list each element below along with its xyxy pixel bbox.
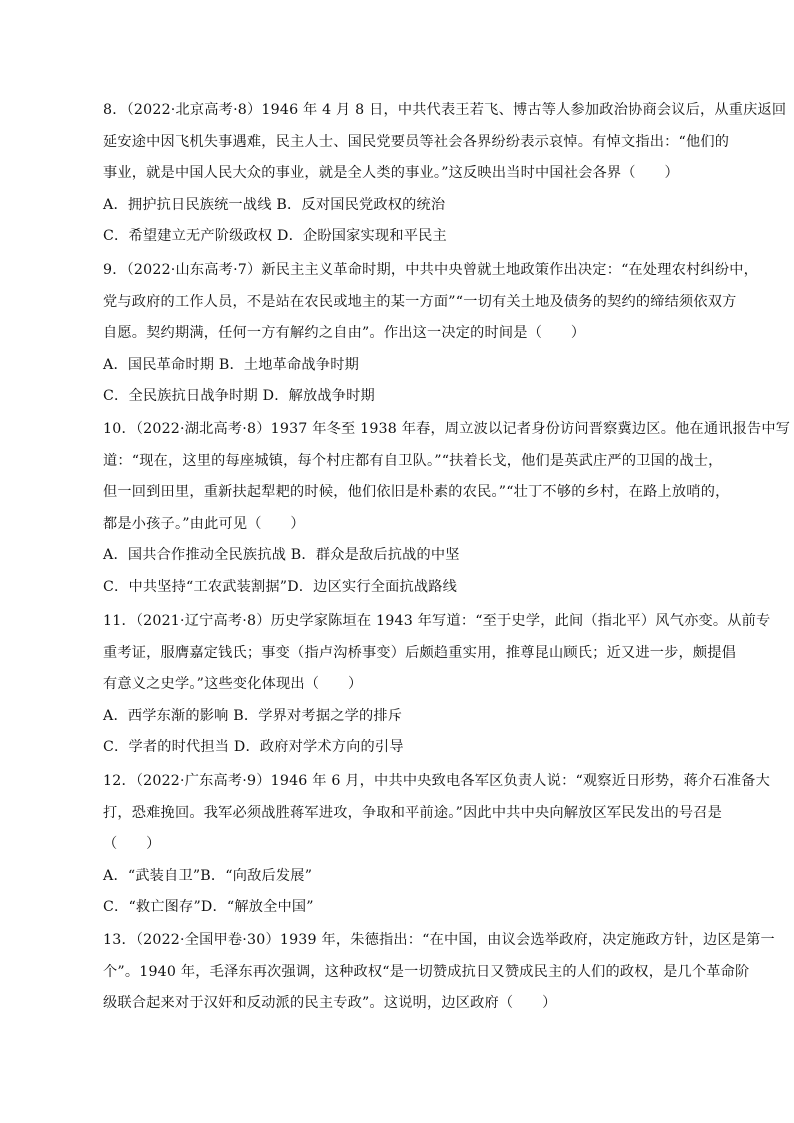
question-line: 10．（2022·湖北高考·8）1937 年冬至 1938 年春，周立波以记者身份访问晋察冀边区。他在通讯报告中写 xyxy=(103,421,791,437)
question-line: 12．（2022·广东高考·9）1946 年 6 月，中共中央致电各军区负责人说：“观察近日形势，蒋介石准备大 xyxy=(103,773,770,789)
question-line: 但一回到田里，重新扶起犁耙的时候，他们依旧是朴素的农民。”“壮丁不够的乡村，在路上放哨的， xyxy=(103,484,730,500)
question-9 xyxy=(103,255,759,413)
question-line: 道：“现在，这里的每座城镇，每个村庄都有自卫队。”“扶着长戈，他们是英武庄严的卫国的战士， xyxy=(103,452,723,469)
option-line: A．国民革命时期 B．土地革命战争时期 xyxy=(103,356,359,373)
option-line: C．希望建立无产阶级政权 D．企盼国家实现和平民主 xyxy=(103,228,447,244)
question-10 xyxy=(103,414,791,603)
question-line: 延安途中因飞机失事遇难，民主人士、国民党要员等社会各界纷纷表示哀悼。有悼文指出：“他们的 xyxy=(103,133,730,150)
question-line: 党与政府的工作人员，不是站在农民或地主的某一方面”“一切有关土地及债务的契约的缔结须依双方 xyxy=(103,293,737,310)
question-line: （ ） xyxy=(103,836,161,852)
question-line: 都是小孩子。”由此可见（ ） xyxy=(103,515,305,532)
option-line: A．拥护抗日民族统一战线 B．反对国民党政权的统治 xyxy=(103,196,446,213)
question-12 xyxy=(103,766,770,924)
question-line: 个”。1940 年，毛泽东再次强调，这种政权“是一切赞成抗日又赞成民主的人们的政权，是几个革命阶 xyxy=(103,963,750,980)
question-8 xyxy=(103,95,787,253)
question-11 xyxy=(103,606,771,764)
question-line: 13．（2022·全国甲卷·30）1939 年，朱德指出：“在中国，由议会选举政府，决定施政方针，边区是第一 xyxy=(103,932,775,948)
question-line: 9．（2022·山东高考·7）新民主主义革命时期，中共中央曾就土地政策作出决定：“在处理农村纠纷中， xyxy=(103,262,759,278)
question-line: 自愿。契约期满，任何一方有解约之自由”。作出这一决定的时间是（ ） xyxy=(103,325,586,341)
question-13 xyxy=(103,925,775,1020)
question-line: 8．（2022·北京高考·8）1946 年 4 月 8 日，中共代表王若飞、博古等人参加政治协商会议后，从重庆返回 xyxy=(103,102,787,118)
option-line: C．全民族抗日战争时期 D．解放战争时期 xyxy=(103,388,375,404)
option-line: C．“救亡图存”D．“解放全中国” xyxy=(103,899,314,915)
option-line: C．学者的时代担当 D．政府对学术方向的引导 xyxy=(103,739,404,755)
option-line: C．中共坚持“工农武装割据”D．边区实行全面抗战路线 xyxy=(103,578,458,595)
question-line: 重考证，服膺嘉定钱氏；事变（指卢沟桥事变）后颇趋重实用，推尊昆山顾氏；近又进一步，颇提倡 xyxy=(103,644,737,661)
question-line: 打，恐难挽回。我军必须战胜蒋军进攻，争取和平前途。”因此中共中央向解放区军民发出的号召是 xyxy=(103,804,723,821)
question-line: 事业，就是中国人民大众的事业，就是全人类的事业。”这反映出当时中国社会各界（ ） xyxy=(103,165,679,181)
question-line: 有意义之史学。”这些变化体现出（ ） xyxy=(103,676,363,692)
question-line: 级联合起来对于汉奸和反动派的民主专政”。这说明，边区政府（ ） xyxy=(103,995,557,1011)
option-line: A．“武装自卫”B．“向敌后发展” xyxy=(103,867,313,884)
option-line: A．西学东渐的影响 B．学界对考据之学的排斥 xyxy=(103,707,403,724)
option-line: A．国共合作推动全民族抗战 B．群众是敌后抗战的中坚 xyxy=(103,547,460,563)
question-line: 11．（2021·辽宁高考·8）历史学家陈垣在 1943 年写道：“至于史学，此间（指北平）风气亦变。从前专 xyxy=(103,613,771,629)
